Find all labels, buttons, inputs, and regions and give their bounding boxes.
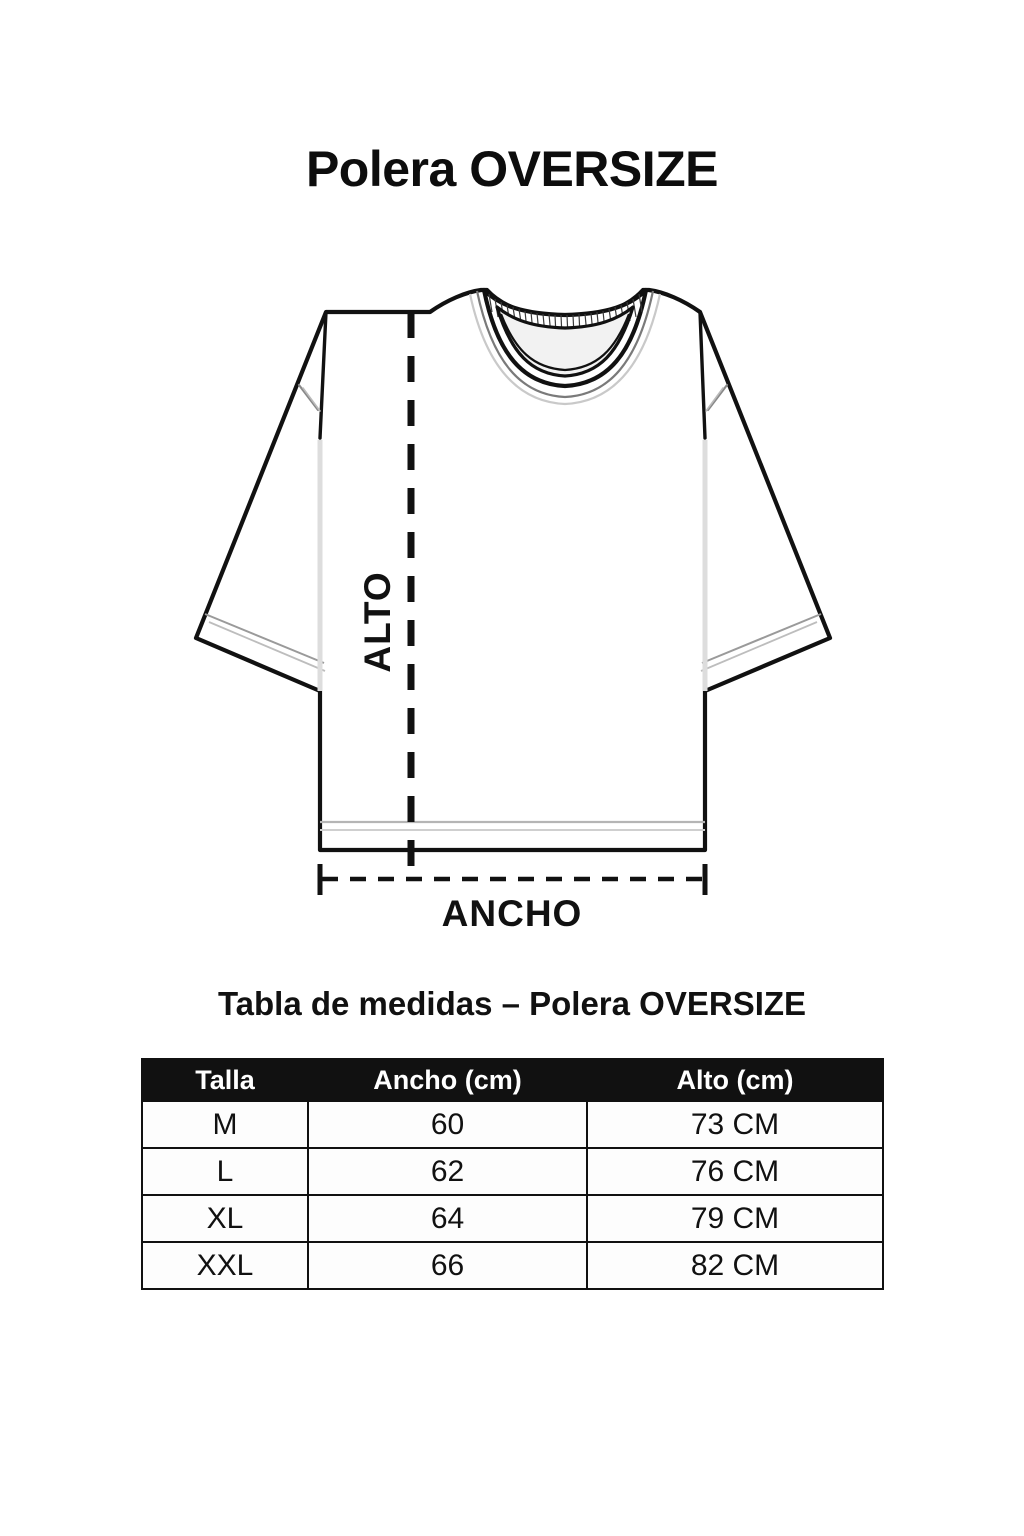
cell-talla: XXL: [142, 1242, 308, 1289]
ancho-measurement-label: ANCHO: [441, 893, 583, 934]
column-header-ancho: Ancho (cm): [308, 1059, 587, 1101]
size-table: [141, 1058, 884, 1290]
size-table-title: Tabla de medidas – Polera OVERSIZE: [217, 985, 807, 1022]
cell-ancho: 66: [308, 1242, 587, 1289]
cell-ancho: 60: [308, 1101, 587, 1148]
cell-talla: M: [142, 1101, 308, 1148]
alto-measurement-label: ALTO: [357, 571, 398, 673]
cell-talla: XL: [142, 1195, 308, 1242]
table-row: [142, 1195, 883, 1242]
column-header-alto: Alto (cm): [587, 1059, 883, 1101]
table-row: [142, 1101, 883, 1148]
tshirt-illustration: [0, 250, 1024, 950]
table-header-row: [142, 1059, 883, 1101]
cell-alto: 82 CM: [587, 1242, 883, 1289]
ancho-dimension-group: [320, 864, 705, 895]
tshirt-outline-group: [196, 290, 830, 850]
column-header-talla: Talla: [142, 1059, 308, 1101]
size-table-container: [141, 1058, 882, 1290]
cell-alto: 79 CM: [587, 1195, 883, 1242]
cell-alto: 73 CM: [587, 1101, 883, 1148]
table-row: [142, 1148, 883, 1195]
cell-ancho: 64: [308, 1195, 587, 1242]
cell-talla: L: [142, 1148, 308, 1195]
table-row: [142, 1242, 883, 1289]
cell-ancho: 62: [308, 1148, 587, 1195]
page-title: Polera OVERSIZE: [305, 141, 719, 197]
cell-alto: 76 CM: [587, 1148, 883, 1195]
